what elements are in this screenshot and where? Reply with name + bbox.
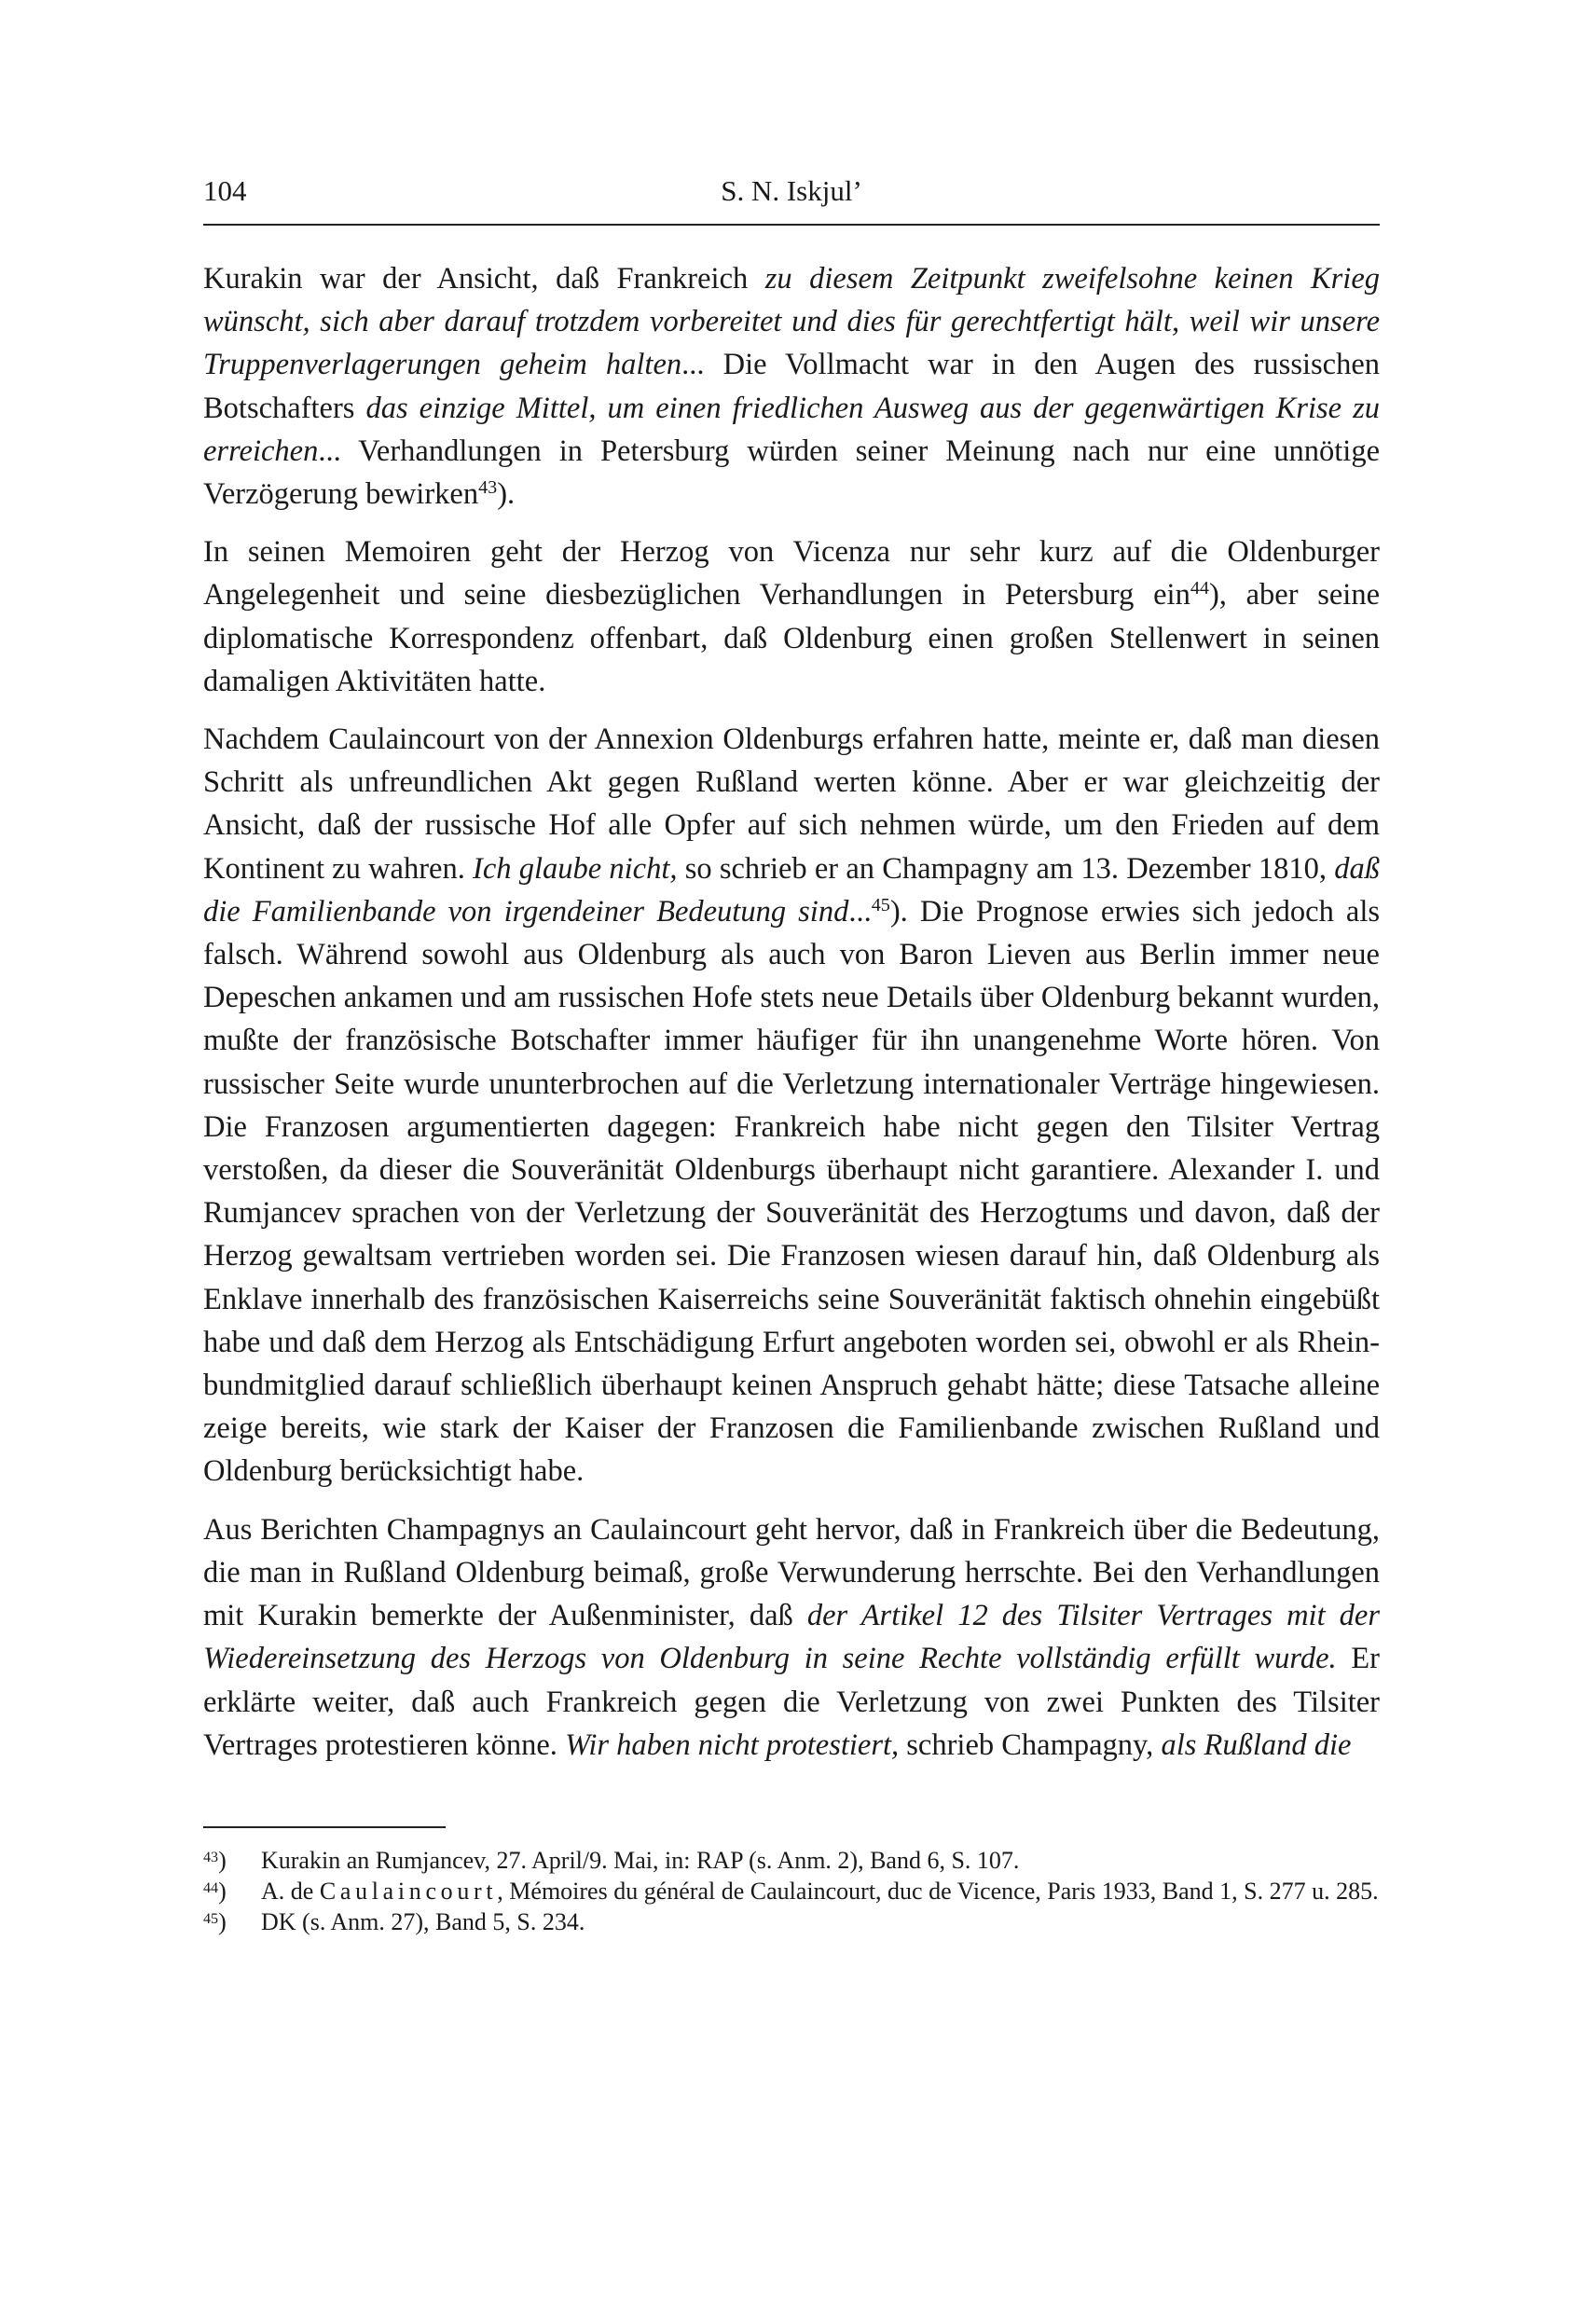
text-run: schrieb Champagny, — [899, 1727, 1162, 1762]
italic-quote: zu diesem Zeitpunkt zweifelsohne keinen Krieg wünscht, sich aber darauf trotzdem vorbereitet und dies für gerechtfertigt hält, weil wir unsere Truppenverlagerungen geheim halten — [203, 262, 1380, 382]
text-run: , Mémoires du général de Caulaincourt, duc de Vicence, Paris 1933, Band 1, S. 277 u. 285. — [497, 1877, 1379, 1905]
italic-quote: als Rußland die — [1161, 1727, 1352, 1762]
text-run: DK (s. Anm. 27), Band 5, S. 234. — [261, 1907, 585, 1935]
text-run: Kurakin war der Ansicht, daß Frankreich — [203, 262, 765, 296]
text-run: In seinen Memoiren geht der Herzog von Vicenza nur sehr kurz auf die Oldenburger Angelegenheit und seine diesbezüglichen Verhandlungen in Petersburg ein — [203, 535, 1380, 612]
text-run: ... Verhandlungen in Petersburg würden seiner Meinung nach nur eine unnötige Verzögerung bewirken — [203, 434, 1380, 512]
italic-quote: Ich glaube nicht, — [473, 851, 678, 886]
running-head-author: S. N. Iskjul’ — [721, 174, 862, 207]
page-number: 104 — [203, 174, 247, 207]
text-run: Er erklärte weiter, daß auch Frankreich gegen die Verletzung von zwei Punkten des Tilsiter Vertrages protestieren könne. — [203, 1642, 1380, 1762]
text-run: Aus Berichten Champagnys an Caulaincourt geht hervor, daß in Frankreich über die Bedeutung, die man in Rußland Oldenburg beimaß, große Verwunderung herrschte. Bei den Verhandlungen mit Kurakin bemerkte der Außenminister, daß — [203, 1512, 1380, 1633]
running-header — [203, 168, 1380, 214]
page — [203, 168, 1380, 1937]
paragraph — [203, 1508, 1380, 1767]
text-run: ), aber seine diplomatische Korrespondenz offenbart, daß Oldenburg einen großen Stellenwert in seinen damaligen Aktivitäten hatte. — [203, 578, 1380, 698]
text-run: ... — [848, 894, 872, 929]
italic-quote: das einzige Mittel, um einen friedlichen Ausweg aus der gegenwärtigen Krise zu erreichen — [203, 391, 1381, 468]
footnotes — [203, 1845, 1380, 1937]
footnote-reference: 45 — [871, 894, 890, 915]
text-run: so schrieb er an Champagny am 13. Dezember 1810, — [677, 851, 1335, 886]
italic-quote: Wir haben nicht protestiert, — [565, 1727, 900, 1762]
footnote-reference: 44 — [1190, 578, 1209, 599]
footnote-number: 43 — [203, 1849, 219, 1865]
paragraph — [203, 530, 1380, 703]
italic-quote: daß die Familienbande von irgendeiner Bedeutung sind — [203, 851, 1380, 929]
text-run: ). Die Prognose erwies sich jedoch als falsch. Während sowohl aus Oldenburg als auch von Baron Lieven aus Berlin immer neue Depeschen ankamen und am russischen Hofe stets neue Details über Oldenburg bekannt wurden, mußte der französische Botschafter immer häufiger für ihn unangenehme Worte hören. Von russischer Seite wurde ununterbrochen auf die Verletzung internationaler Verträge hingewiesen. Die Franzosen argumentierten dagegen: Frankreich habe nicht gegen den Tilsiter Vertrag verstoßen, da dieser die Souveränität Oldenburgs überhaupt nicht garantiere. Alexander I. und Rumjancev sprachen von der Verletzung der Souveränität des Herzogtums und davon, daß der Herzog gewaltsam vertrieben worden sei. Die Franzosen wiesen darauf hin, daß Oldenburg als Enklave innerhalb des französischen Kaiserreichs seine Souveränität faktisch ohnehin eingebüßt habe und daß dem Herzog als Entschädigung Erfurt angeboten worden sei, obwohl er als Rheinbundmitglied darauf schließlich überhaupt keinen Anspruch gehabt hätte; diese Tatsache alleine zeige bereits, wie stark der Kaiser der Franzosen die Familienbande zwischen Rußland und Oldenburg berücksichtigt habe. — [203, 894, 1381, 1489]
footnote-number: 45 — [203, 1910, 219, 1927]
text-run: A. de — [261, 1877, 320, 1905]
italic-quote: der Artikel 12 des Tilsiter Vertrages mit der Wiedereinsetzung des Herzogs von Oldenburg in seine Rechte vollständig erfüllt wurde. — [203, 1599, 1381, 1676]
footnote — [203, 1845, 1380, 1876]
header-rule — [203, 224, 1380, 226]
footnote — [203, 1876, 1380, 1906]
footnote-number: 44 — [203, 1879, 219, 1896]
paragraph — [203, 257, 1380, 516]
text-run: ... Die Vollmacht war in den Augen des russischen Botschafters — [203, 348, 1380, 425]
paragraph — [203, 718, 1380, 1493]
text-run: ). — [497, 477, 516, 512]
footnote-separator — [203, 1826, 446, 1828]
body-text — [203, 257, 1380, 1767]
author-name-spaced: Caulaincourt — [319, 1877, 498, 1905]
text-run: Kurakin an Rumjancev, 27. April/9. Mai, in: RAP (s. Anm. 2), Band 6, S. 107. — [261, 1846, 1020, 1874]
footnote — [203, 1906, 1380, 1937]
footnote-reference: 43 — [478, 476, 498, 498]
footnote-marker: $^{43}$) — [203, 1846, 227, 1874]
footnote-marker: $^{44}$) — [203, 1877, 227, 1905]
text-run: Nachdem Caulaincourt von der Annexion Oldenburgs erfahren hatte, meinte er, daß man diesen Schritt als unfreundlichen Akt gegen Rußland werten könne. Aber er war gleichzeitig der Ansicht, daß der russische Hof alle Opfer auf sich nehmen würde, um den Frieden auf dem Kontinent zu wahren. — [203, 722, 1380, 886]
footnote-marker: $^{45}$) — [203, 1907, 227, 1935]
